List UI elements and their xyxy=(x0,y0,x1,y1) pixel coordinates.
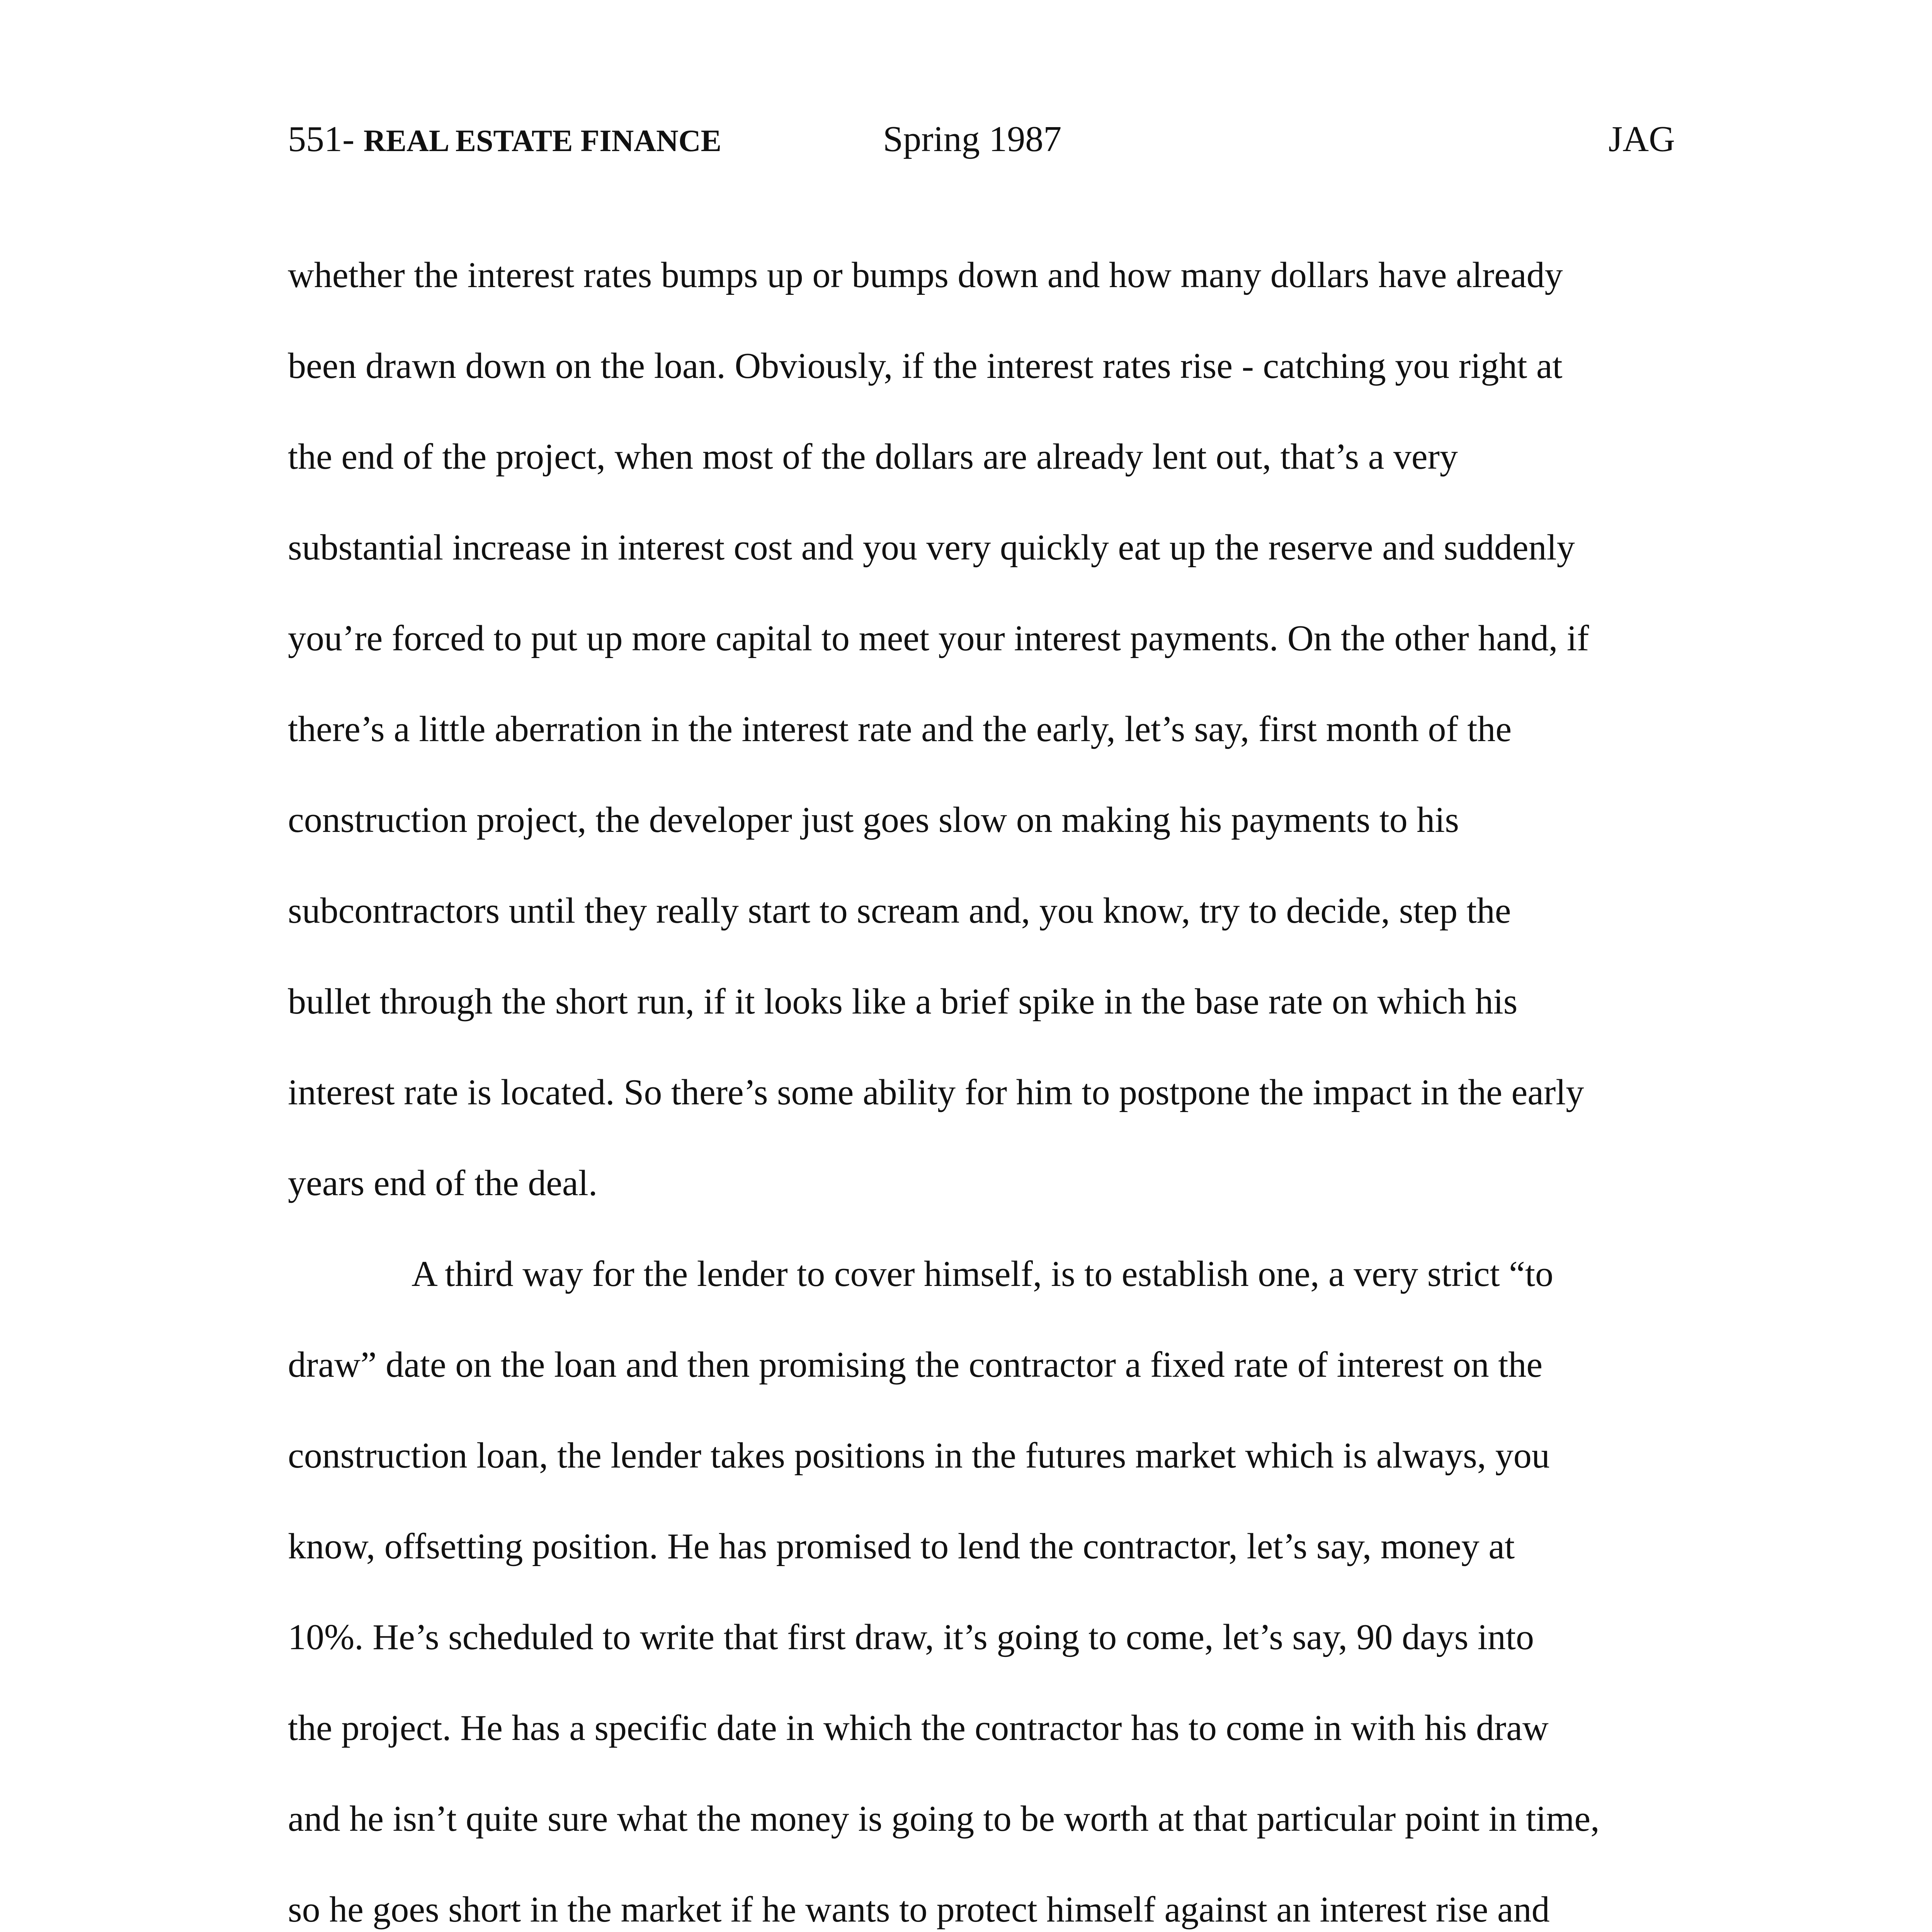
text-line: years end of the deal. xyxy=(288,1163,598,1203)
text-line: the end of the project, when most of the dollars are already lent out, that’s a very xyxy=(288,437,1458,477)
page-header xyxy=(288,114,1675,164)
text-line: and he isn’t quite sure what the money is going to be worth at that particular point in time, xyxy=(288,1799,1600,1839)
text-line: there’s a little aberration in the interest rate and the early, let’s say, first month of the xyxy=(288,709,1512,749)
text-line: interest rate is located. So there’s some ability for him to postpone the impact in the early xyxy=(288,1072,1584,1112)
text-line: you’re forced to put up more capital to meet your interest payments. On the other hand, if xyxy=(288,618,1589,658)
text-line: so he goes short in the market if he wants to protect himself against an interest rise and xyxy=(288,1889,1550,1930)
author-initials: JAG xyxy=(1608,119,1675,159)
text-line: the project. He has a specific date in which the contractor has to come in with his draw xyxy=(288,1708,1549,1748)
text-line: construction project, the developer just goes slow on making his payments to his xyxy=(288,800,1459,840)
course-name: REAL ESTATE FINANCE xyxy=(363,124,721,158)
body-text xyxy=(288,230,1675,1932)
text-line: know, offsetting position. He has promised to lend the contractor, let’s say, money at xyxy=(288,1526,1515,1566)
paragraph-start-line: A third way for the lender to cover himself, is to establish one, a very strict “to xyxy=(412,1254,1553,1294)
text-line: draw” date on the loan and then promising the contractor a fixed rate of interest on the xyxy=(288,1345,1543,1385)
text-line: 10%. He’s scheduled to write that first draw, it’s going to come, let’s say, 90 days into xyxy=(288,1617,1534,1657)
text-line: subcontractors until they really start to scream and, you know, try to decide, step the xyxy=(288,891,1511,931)
text-line: bullet through the short run, if it looks like a brief spike in the base rate on which his xyxy=(288,981,1518,1022)
course-label xyxy=(288,114,721,166)
course-number: 551- xyxy=(288,119,355,159)
text-line: substantial increase in interest cost and you very quickly eat up the reserve and suddenly xyxy=(288,527,1575,568)
text-line: been drawn down on the loan. Obviously, if the interest rates rise - catching you right at xyxy=(288,346,1563,386)
text-line: whether the interest rates bumps up or bumps down and how many dollars have already xyxy=(288,255,1563,295)
term-label: Spring 1987 xyxy=(883,119,1062,159)
text-line: construction loan, the lender takes positions in the futures market which is always, you xyxy=(288,1435,1550,1476)
